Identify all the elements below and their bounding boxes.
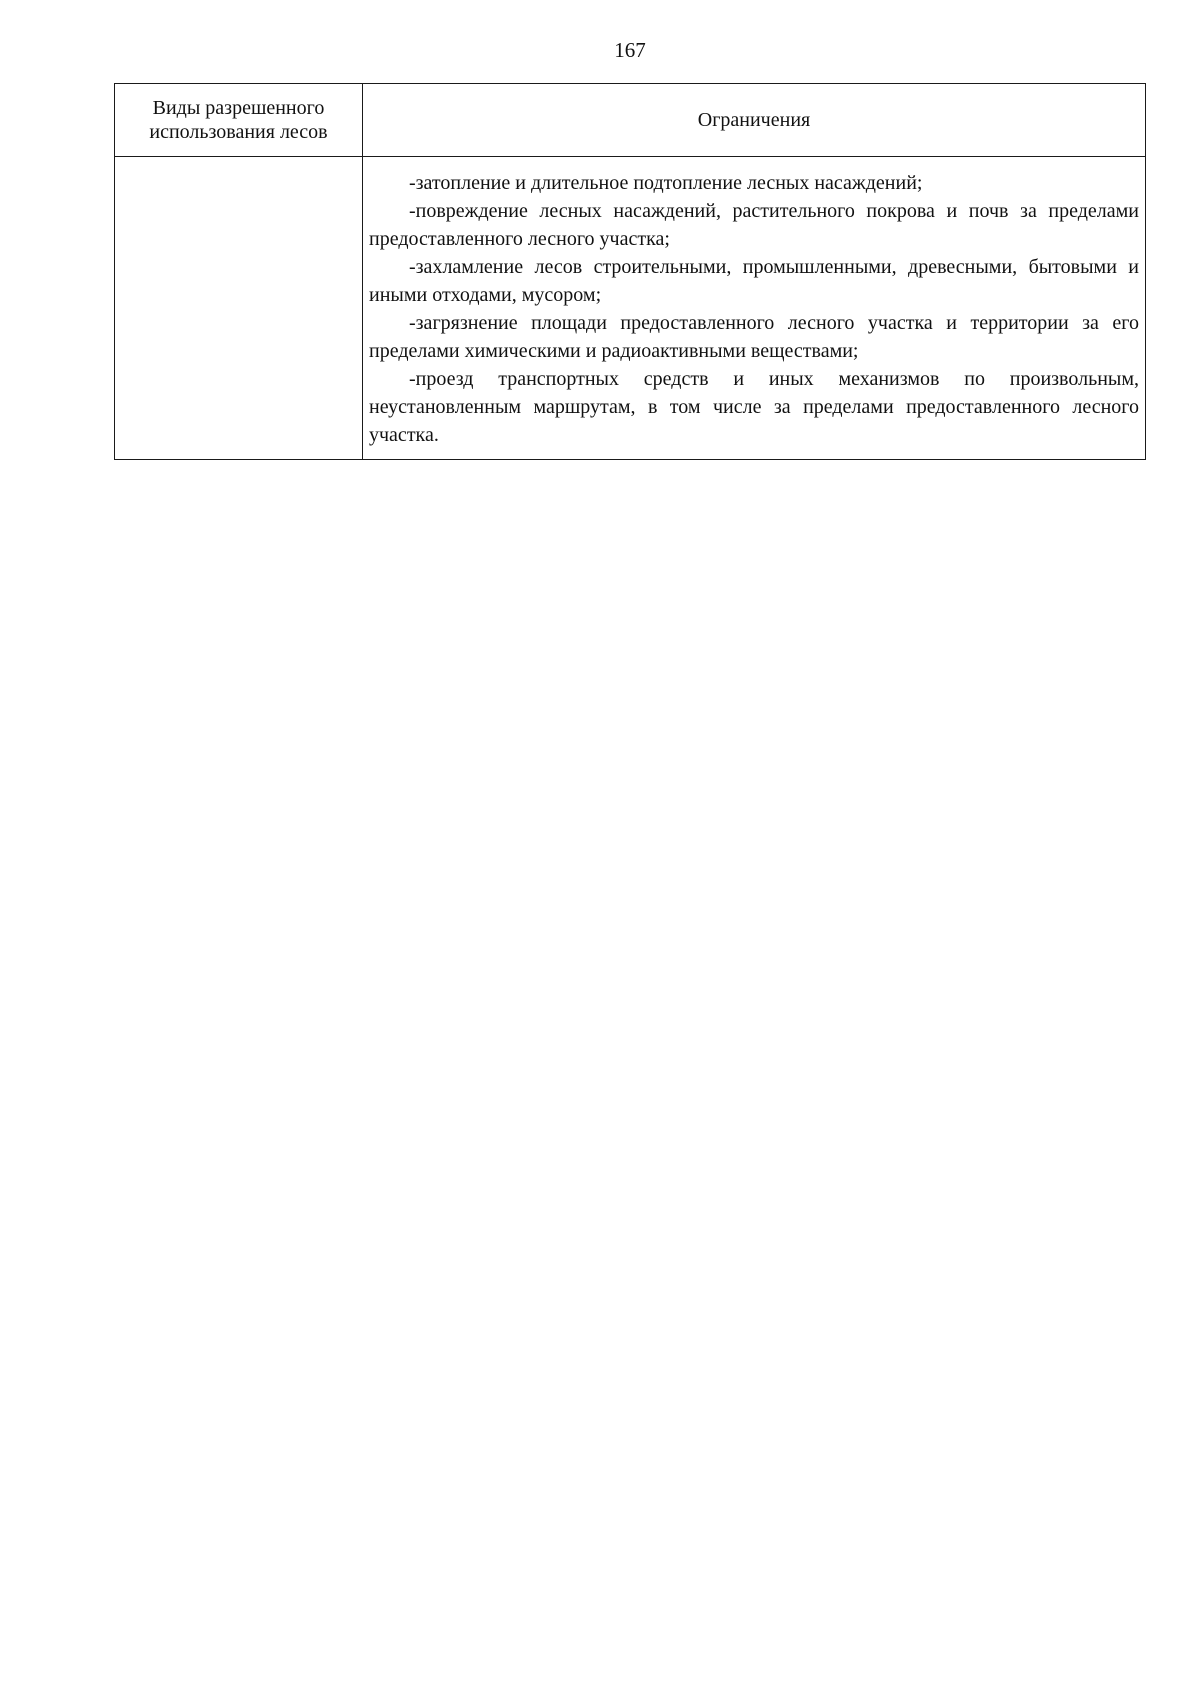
restrictions-table <box>114 83 1146 460</box>
page-number: 167 <box>614 38 646 62</box>
restriction-item: -проезд транспортных средств и иных механизмов по произвольным, неустановленным маршрутам, в том числе за пределами предоставленного лесного участка. <box>369 368 1139 446</box>
restrictions-cell <box>363 157 1146 460</box>
restriction-item: -повреждение лесных насаждений, растительного покрова и почв за пределами предоставленного лесного участка; <box>369 200 1139 250</box>
usage-type-cell <box>115 157 363 460</box>
restriction-item: -загрязнение площади предоставленного лесного участка и территории за его пределами химическими и радиоактивными веществами; <box>369 312 1139 362</box>
table-row <box>115 157 1146 460</box>
restriction-item: -захламление лесов строительными, промышленными, древесными, бытовыми и иными отходами, мусором; <box>369 256 1139 306</box>
restriction-item: -затопление и длительное подтопление лесных насаждений; <box>409 172 923 194</box>
header-usage-types: Виды разрешенного использования лесов <box>115 84 363 157</box>
header-restrictions: Ограничения <box>363 84 1146 157</box>
table-header-row <box>115 84 1146 157</box>
